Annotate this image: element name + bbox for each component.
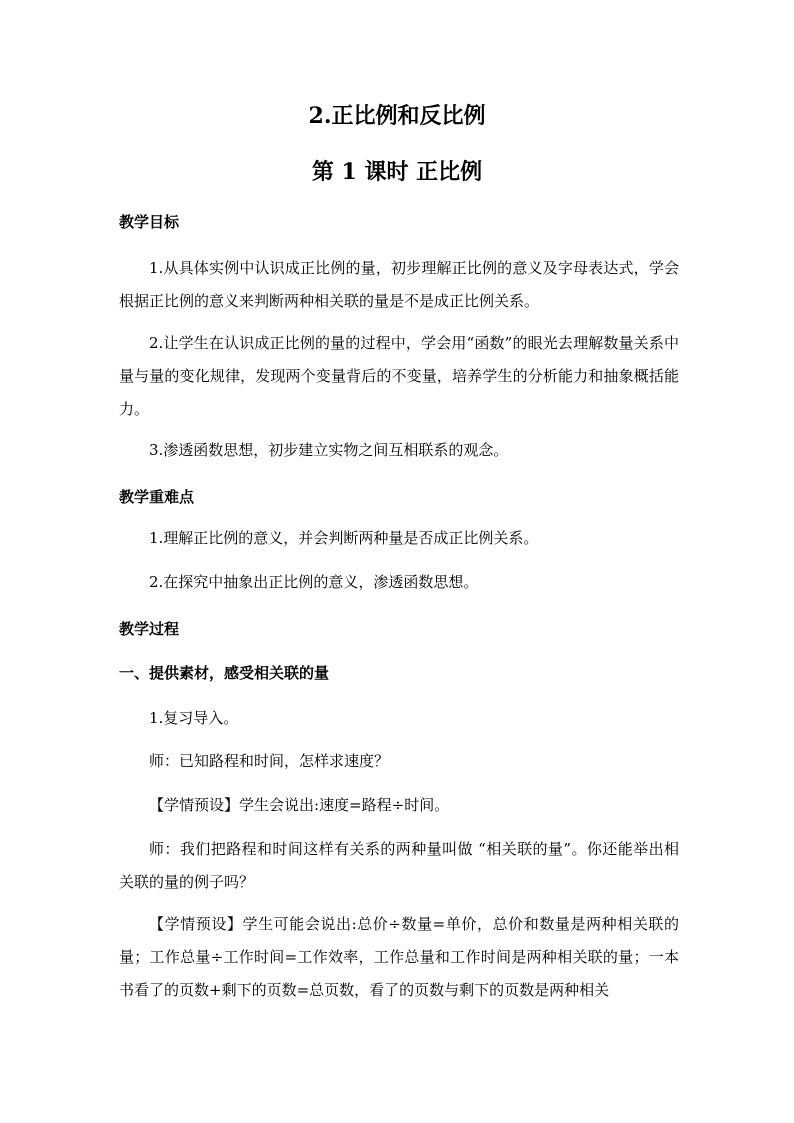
unit-title: 2.正比例和反比例 xyxy=(308,103,486,129)
objective-item-3: 3.渗透函数思想，初步建立实物之间互相联系的观念。 xyxy=(149,441,509,459)
section-heading: 一、提供素材，感受相关联的量 xyxy=(119,664,330,682)
objective-item-2: 2.让学生在认识成正比例的量的过程中，学会用“函数”的眼光去理解数量关系中量与量的变化规律，发现两个变量背后的不变量，培养学生的分析能力和抽象概括能力。 xyxy=(119,334,679,418)
process-paragraph: 师：我们把路程和时间这样有关系的两种量叫做 “相关联的量”。你还能举出相关联的量的例子吗？ xyxy=(119,840,679,891)
key-point-item-1: 1.理解正比例的意义，并会判断两种量是否成正比例关系。 xyxy=(149,529,539,547)
key-points-heading: 教学重难点 xyxy=(119,488,195,506)
process-paragraph: 【学情预设】学生会说出:速度=路程÷时间。 xyxy=(149,796,450,814)
objective-item-1: 1.从具体实例中认识成正比例的量，初步理解正比例的意义及字母表达式，学会根据正比例的意义来判断两种相关联的量是不是成正比例关系。 xyxy=(119,259,679,310)
key-point-item-2: 2.在探究中抽象出正比例的意义，渗透函数思想。 xyxy=(149,573,479,591)
process-heading: 教学过程 xyxy=(119,620,180,638)
process-paragraph: 【学情预设】学生可能会说出:总价÷数量=单价，总价和数量是两种相关联的量；工作总量÷工作时间=工作效率，工作总量和工作时间是两种相关联的量；一本书看了的页数+剩下的页数=总页数，看了的页数与剩下的页数是两种相关 xyxy=(119,915,679,999)
lesson-title: 第 1 课时 正比例 xyxy=(311,159,483,185)
process-paragraph: 师：已知路程和时间，怎样求速度？ xyxy=(149,752,390,770)
objectives-heading: 教学目标 xyxy=(119,213,180,231)
process-paragraph: 1.复习导入。 xyxy=(149,709,239,727)
